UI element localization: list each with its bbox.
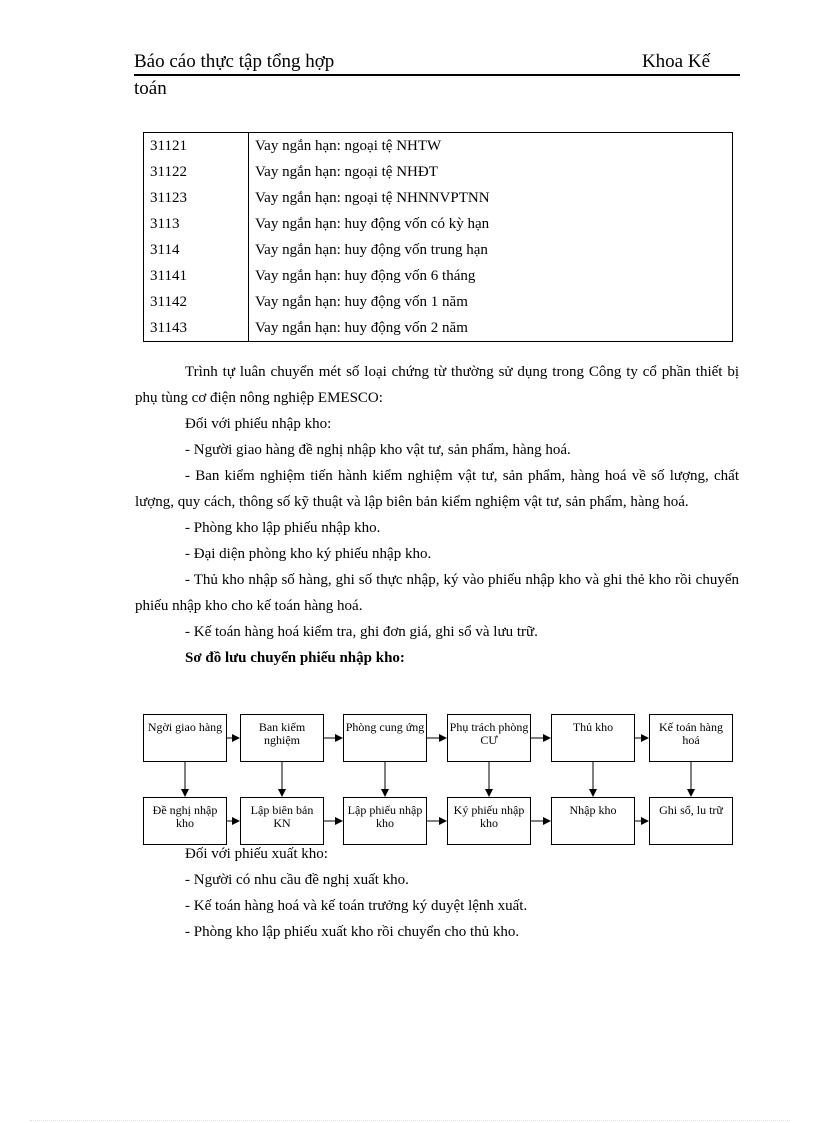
account-code: 3113: [144, 211, 249, 237]
table-row: [144, 263, 733, 289]
flow-box-inspection-board: Ban kiểm nghiệm: [240, 714, 324, 762]
table-row: [144, 315, 733, 342]
import-step: - Thủ kho nhập số hàng, ghi số thực nhập, ký vào phiếu nhập kho và ghi thẻ kho rồi chuyển phiếu nhập kho cho kế toán hàng hoá.: [135, 572, 739, 614]
flow-box-supply-head: Phụ trách phòng CƯ: [447, 714, 531, 762]
diagram-title: Sơ đồ lưu chuyển phiếu nhập kho:: [185, 650, 405, 666]
header-underline: [134, 75, 740, 76]
table-row: [144, 133, 733, 160]
page-header: [134, 50, 740, 101]
table-row: [144, 185, 733, 211]
account-code: 31142: [144, 289, 249, 315]
import-step: - Ban kiểm nghiệm tiến hành kiểm nghiệm vật tư, sản phẩm, hàng hoá về số lượng, chất lượng, quy cách, thông số kỹ thuật và lập biên bản kiểm nghiệm vật tư, sản phẩm, hàng hoá.: [135, 468, 739, 510]
footer-divider: [30, 1120, 790, 1121]
account-description: Vay ngắn hạn: ngoại tệ NHĐT: [249, 159, 733, 185]
flow-box-supply-dept: Phòng cung ứng: [343, 714, 427, 762]
account-code: 31123: [144, 185, 249, 211]
import-step: - Phòng kho lập phiếu nhập kho.: [185, 520, 381, 536]
account-table: [143, 132, 733, 342]
table-row: [144, 159, 733, 185]
header-department: Khoa Kế: [641, 51, 710, 72]
account-code: 31141: [144, 263, 249, 289]
export-step: - Người có nhu cầu đề nghị xuất kho.: [185, 872, 409, 888]
account-description: Vay ngắn hạn: huy động vốn trung hạn: [249, 237, 733, 263]
account-description: Vay ngắn hạn: huy động vốn 6 tháng: [249, 263, 733, 289]
export-step: - Phòng kho lập phiếu xuất kho rồi chuyển cho thủ kho.: [185, 924, 520, 940]
body-text: [135, 359, 739, 671]
flow-box-deliverer: Ngời giao hàng: [143, 714, 227, 762]
intro-paragraph: Trình tự luân chuyển mét số loại chứng từ thường sử dụng trong Công ty cổ phần thiết bị phụ tùng cơ điện nông nghiệp EMESCO:: [135, 364, 739, 406]
account-code: 31121: [144, 133, 249, 160]
import-step: - Kế toán hàng hoá kiểm tra, ghi đơn giá, ghi sổ và lưu trữ.: [185, 624, 538, 640]
export-heading: Đối với phiếu xuất kho:: [185, 846, 328, 862]
account-code: 31143: [144, 315, 249, 342]
account-code: 3114: [144, 237, 249, 263]
header-continuation: toán: [134, 78, 167, 99]
flow-box-storekeeper: Thủ kho: [551, 714, 635, 762]
import-heading: Đối với phiếu nhập kho:: [185, 416, 332, 432]
account-description: Vay ngắn hạn: ngoại tệ NHNNVPTNN: [249, 185, 733, 211]
account-description: Vay ngắn hạn: huy động vốn 2 năm: [249, 315, 733, 342]
export-step: - Kế toán hàng hoá và kế toán trưởng ký duyệt lệnh xuất.: [185, 898, 528, 914]
table-row: [144, 211, 733, 237]
flow-box-record-archive: Ghi sổ, lu trữ: [649, 797, 733, 845]
flow-box-inspection-report: Lập biên bản KN: [240, 797, 324, 845]
table-row: [144, 289, 733, 315]
account-description: Vay ngắn hạn: huy động vốn 1 năm: [249, 289, 733, 315]
account-description: Vay ngắn hạn: huy động vốn có kỳ hạn: [249, 211, 733, 237]
account-code: 31122: [144, 159, 249, 185]
flow-box-goods-accountant: Kế toán hàng hoá: [649, 714, 733, 762]
flow-box-create-receipt: Lập phiếu nhập kho: [343, 797, 427, 845]
table-row: [144, 237, 733, 263]
import-step: - Người giao hàng đề nghị nhập kho vật tư, sản phẩm, hàng hoá.: [185, 442, 571, 458]
account-description: Vay ngắn hạn: ngoại tệ NHTW: [249, 133, 733, 160]
import-step: - Đại diện phòng kho ký phiếu nhập kho.: [185, 546, 432, 562]
flow-box-receive-goods: Nhập kho: [551, 797, 635, 845]
header-title: Báo cáo thực tập tổng hợp: [134, 51, 335, 72]
flow-box-request-import: Đề nghị nhập kho: [143, 797, 227, 845]
export-section: [135, 841, 739, 945]
flow-box-sign-receipt: Ký phiếu nhập kho: [447, 797, 531, 845]
